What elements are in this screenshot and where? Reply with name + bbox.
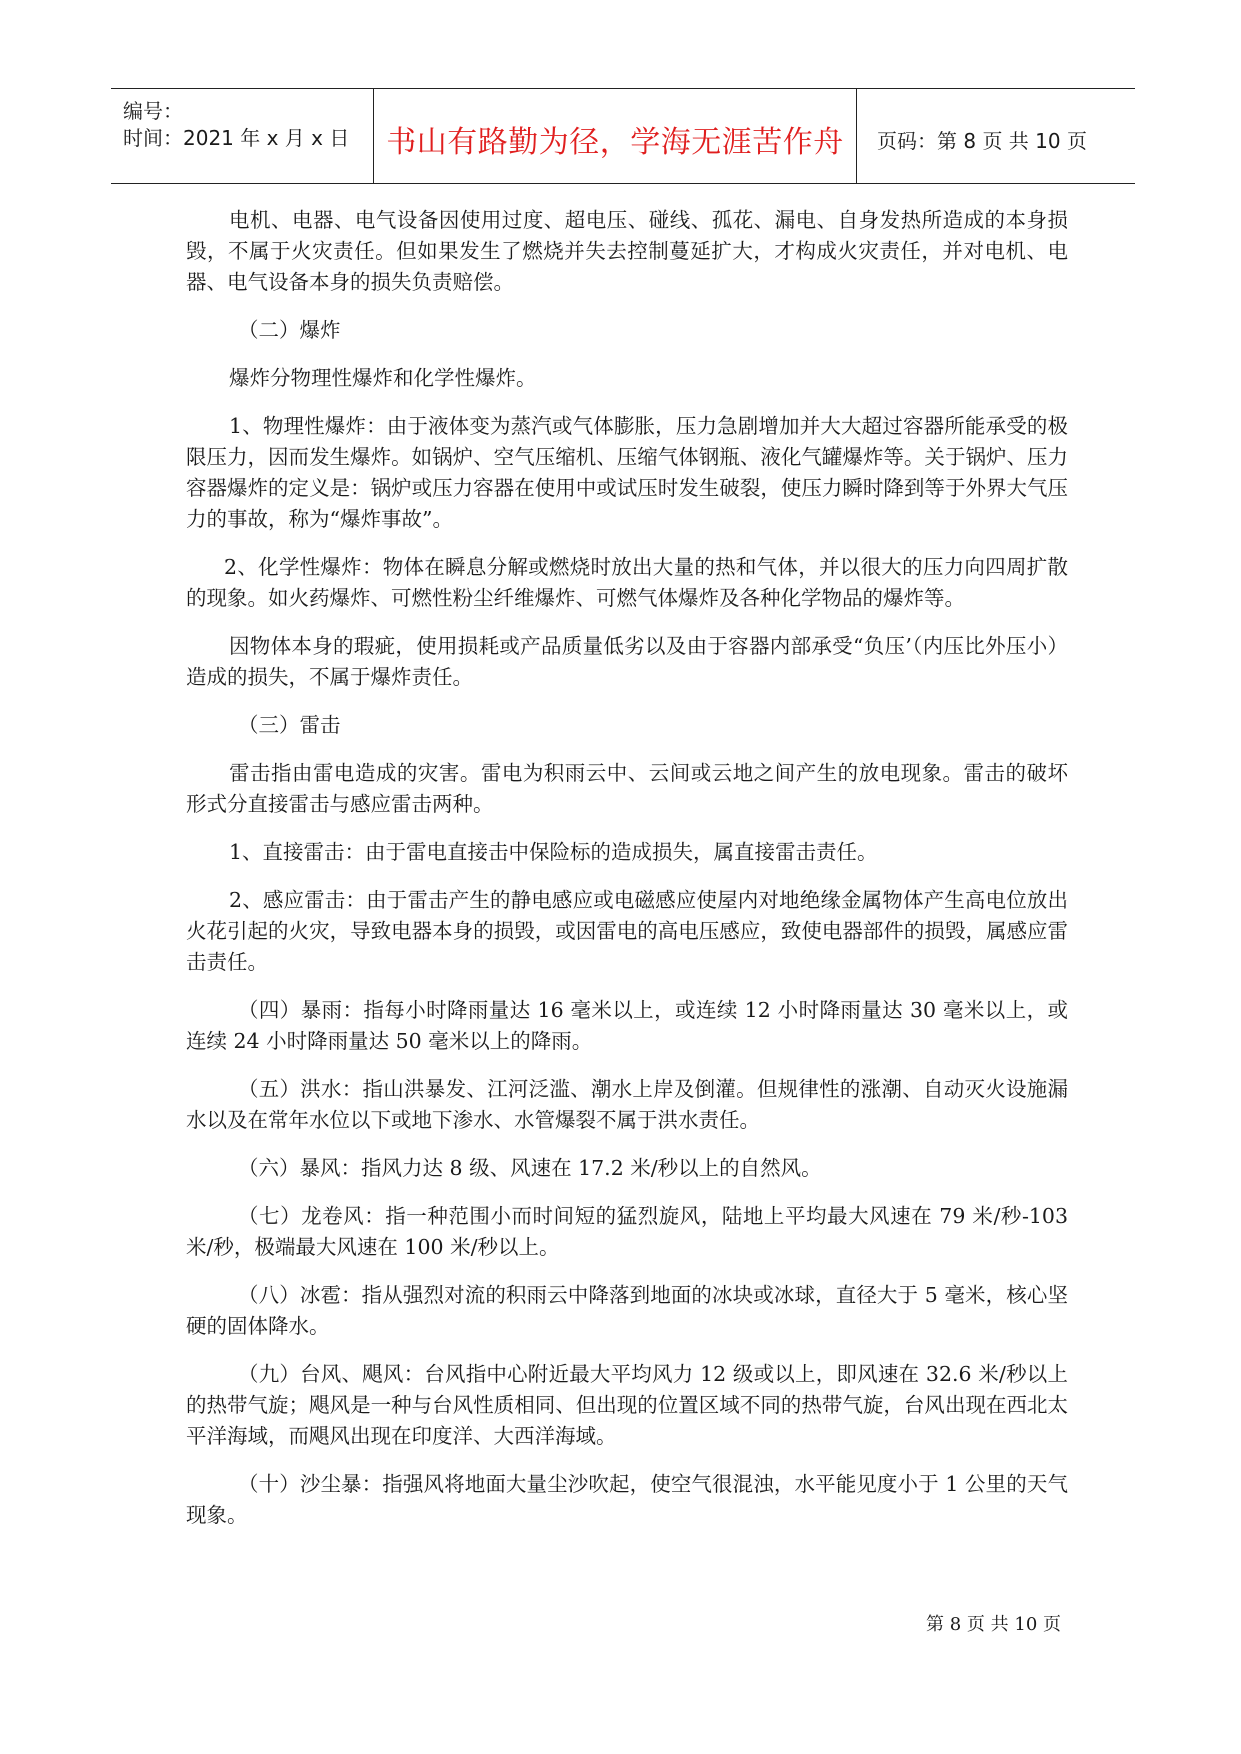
paragraph: （九）台风、飓风：台风指中心附近最大平均风力 12 级或以上，即风速在 32.6 米/秒以上的热带气旋；飓风是一种与台风性质相同、但出现的位置区域不同的热带气旋，台风出现在西北太平洋海域，而飓风出现在印度洋、大西洋海域。: [186, 1362, 1068, 1448]
paragraph: （五）洪水：指山洪暴发、江河泛滥、潮水上岸及倒灌。但规律性的涨潮、自动灭火设施漏水以及在常年水位以下或地下渗水、水管爆裂不属于洪水责任。: [186, 1077, 1068, 1132]
paragraph: 电机、电器、电气设备因使用过度、超电压、碰线、孤花、漏电、自身发热所造成的本身损毁，不属于火灾责任。但如果发生了燃烧并失去控制蔓延扩大，才构成火灾责任，并对电机、电器、电气设备本身的损失负责赔偿。: [186, 208, 1068, 294]
header-left-cell: [111, 89, 373, 183]
paragraph: 2、化学性爆炸：物体在瞬息分解或燃烧时放出大量的热和气体，并以很大的压力向四周扩散的现象。如火药爆炸、可燃性粉尘纤维爆炸、可燃气体爆炸及各种化学物品的爆炸等。: [186, 555, 1068, 610]
body-text: [186, 205, 1068, 1548]
paragraph: （七）龙卷风：指一种范围小而时间短的猛烈旋风，陆地上平均最大风速在 79 米/秒-103 米/秒，极端最大风速在 100 米/秒以上。: [186, 1204, 1068, 1259]
header-right-cell: [857, 89, 1135, 183]
section-heading: （三）雷击: [238, 713, 341, 737]
header-center-cell: [373, 89, 857, 183]
paragraph: （八）冰雹：指从强烈对流的积雨云中降落到地面的冰块或冰球，直径大于 5 毫米，核心坚硬的固体降水。: [186, 1283, 1068, 1338]
document-number-label: 编号：: [123, 99, 183, 123]
page-footer: 第 8 页 共 10 页: [926, 1614, 1061, 1635]
paragraph: 2、感应雷击：由于雷击产生的静电感应或电磁感应使屋内对地绝缘金属物体产生高电位放出火花引起的火灾，导致电器本身的损毁，或因雷电的高电压感应，致使电器部件的损毁，属感应雷击责任。: [186, 888, 1068, 974]
header-table: [111, 88, 1135, 184]
document-time-label: 时间：2021 年 x 月 x 日: [123, 126, 350, 150]
header-motto: 书山有路勤为径，学海无涯苦作舟: [386, 125, 844, 160]
paragraph: 1、物理性爆炸：由于液体变为蒸汽或气体膨胀，压力急剧增加并大大超过容器所能承受的极限压力，因而发生爆炸。如锅炉、空气压缩机、压缩气体钢瓶、液化气罐爆炸等。关于锅炉、压力容器爆炸的定义是：锅炉或压力容器在使用中或试压时发生破裂，使压力瞬时降到等于外界大气压力的事故，称为“爆炸事故”。: [186, 414, 1068, 531]
paragraph: 因物体本身的瑕疵，使用损耗或产品质量低劣以及由于容器内部承受“负压’（内压比外压小）造成的损失，不属于爆炸责任。: [186, 634, 1068, 689]
section-heading: （二）爆炸: [238, 318, 341, 342]
paragraph: 1、直接雷击：由于雷电直接击中保险标的造成损失，属直接雷击责任。: [229, 840, 878, 864]
paragraph: （六）暴风：指风力达 8 级、风速在 17.2 米/秒以上的自然风。: [238, 1156, 822, 1180]
paragraph: 爆炸分物理性爆炸和化学性爆炸。: [229, 366, 537, 390]
paragraph: （十）沙尘暴：指强风将地面大量尘沙吹起，使空气很混浊，水平能见度小于 1 公里的天气现象。: [186, 1472, 1068, 1527]
header-page-code: 页码：第 8 页 共 10 页: [877, 129, 1087, 153]
paragraph: 雷击指由雷电造成的灾害。雷电为积雨云中、云间或云地之间产生的放电现象。雷击的破坏形式分直接雷击与感应雷击两种。: [186, 761, 1068, 816]
paragraph: （四）暴雨：指每小时降雨量达 16 毫米以上，或连续 12 小时降雨量达 30 毫米以上，或连续 24 小时降雨量达 50 毫米以上的降雨。: [186, 998, 1068, 1053]
